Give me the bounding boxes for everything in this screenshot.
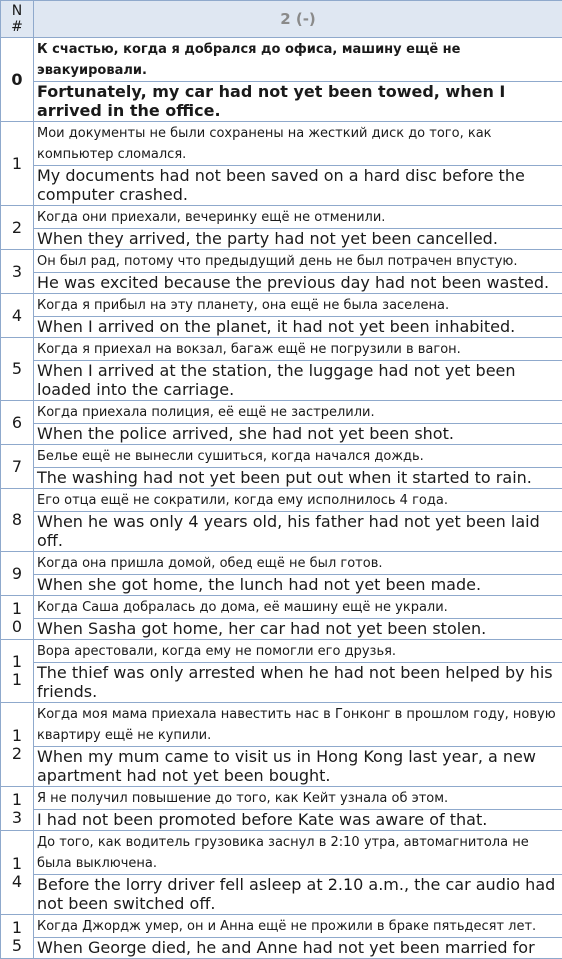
row-number: 7 — [1, 445, 34, 489]
table-row-english — [1, 229, 562, 250]
table-row-russian — [1, 703, 562, 747]
table-row-russian — [1, 38, 562, 82]
table-row-russian — [1, 831, 562, 875]
row-number: 9 — [1, 552, 34, 596]
row-number: 10 — [1, 596, 34, 640]
table-row-russian — [1, 915, 562, 938]
russian-sentence: Когда Саша добралась до дома, её машину ещё не украли. — [34, 596, 562, 619]
row-number: 14 — [1, 831, 34, 915]
table-row-english — [1, 619, 562, 640]
russian-sentence: До того, как водитель грузовика заснул в 2:10 утра, автомагнитола не была выключена. — [34, 831, 562, 875]
table-row-english — [1, 663, 562, 703]
english-sentence: When she got home, the lunch had not yet been made. — [34, 575, 562, 596]
table-row-russian — [1, 294, 562, 317]
row-number: 2 — [1, 206, 34, 250]
english-sentence: When they arrived, the party had not yet been cancelled. — [34, 229, 562, 250]
row-number: 6 — [1, 401, 34, 445]
table-row-english — [1, 575, 562, 596]
russian-sentence: Он был рад, потому что предыдущий день не был потрачен впустую. — [34, 250, 562, 273]
table-row-russian — [1, 206, 562, 229]
english-sentence: He was excited because the previous day had not been wasted. — [34, 273, 562, 294]
table-row-english — [1, 468, 562, 489]
row-number: 11 — [1, 640, 34, 703]
table-row-english — [1, 875, 562, 915]
table-row-english — [1, 82, 562, 122]
row-number: 15 — [1, 915, 34, 959]
russian-sentence: Я не получил повышение до того, как Кейт узнала об этом. — [34, 787, 562, 810]
table-row-english — [1, 747, 562, 787]
table-row-english — [1, 273, 562, 294]
english-sentence: Fortunately, my car had not yet been towed, when I arrived in the office. — [34, 82, 562, 122]
table-header-row — [1, 1, 562, 38]
table-row-russian — [1, 401, 562, 424]
exercise-column-header: 2 (-) — [34, 1, 562, 38]
table-row-russian — [1, 445, 562, 468]
row-number: 5 — [1, 338, 34, 401]
table-row-russian — [1, 787, 562, 810]
english-sentence: When Sasha got home, her car had not yet been stolen. — [34, 619, 562, 640]
russian-sentence: Мои документы не были сохранены на жесткий диск до того, как компьютер сломался. — [34, 122, 562, 166]
russian-sentence: Когда я приехал на вокзал, багаж ещё не погрузили в вагон. — [34, 338, 562, 361]
russian-sentence: Белье ещё не вынесли сушиться, когда начался дождь. — [34, 445, 562, 468]
english-sentence: When my mum came to visit us in Hong Kong last year, a new apartment had not yet been bought. — [34, 747, 562, 787]
russian-sentence: Его отца ещё не сократили, когда ему исполнилось 4 года. — [34, 489, 562, 512]
russian-sentence: Когда она пришла домой, обед ещё не был готов. — [34, 552, 562, 575]
english-sentence: I had not been promoted before Kate was aware of that. — [34, 810, 562, 831]
row-number: 4 — [1, 294, 34, 338]
table-row-russian — [1, 489, 562, 512]
russian-sentence: Когда моя мама приехала навестить нас в Гонконг в прошлом году, новую квартиру ещё не купили. — [34, 703, 562, 747]
table-row-english — [1, 166, 562, 206]
english-sentence: My documents had not been saved on a hard disc before the computer crashed. — [34, 166, 562, 206]
russian-sentence: Когда я прибыл на эту планету, она ещё не была заселена. — [34, 294, 562, 317]
number-column-header: N # — [1, 1, 34, 38]
row-number: 13 — [1, 787, 34, 831]
row-number: 8 — [1, 489, 34, 552]
russian-sentence: Когда приехала полиция, её ещё не застрелили. — [34, 401, 562, 424]
table-row-russian — [1, 552, 562, 575]
table-row-russian — [1, 250, 562, 273]
table-row-english — [1, 424, 562, 445]
english-sentence: The thief was only arrested when he had not been helped by his friends. — [34, 663, 562, 703]
russian-sentence: Вора арестовали, когда ему не помогли его друзья. — [34, 640, 562, 663]
english-sentence: When I arrived on the planet, it had not yet been inhabited. — [34, 317, 562, 338]
table-row-russian — [1, 640, 562, 663]
russian-sentence: Когда Джордж умер, он и Анна ещё не прожили в браке пятьдесят лет. — [34, 915, 562, 938]
row-number: 0 — [1, 38, 34, 122]
table-row-english — [1, 810, 562, 831]
row-number: 3 — [1, 250, 34, 294]
table-row-english — [1, 361, 562, 401]
table-row-russian — [1, 338, 562, 361]
table-row-english — [1, 317, 562, 338]
english-sentence: Before the lorry driver fell asleep at 2.10 a.m., the car audio had not been switched off. — [34, 875, 562, 915]
table-row-english — [1, 512, 562, 552]
english-sentence: When I arrived at the station, the luggage had not yet been loaded into the carriage. — [34, 361, 562, 401]
table-row-english — [1, 938, 562, 959]
english-sentence: The washing had not yet been put out when it started to rain. — [34, 468, 562, 489]
english-sentence: When the police arrived, she had not yet been shot. — [34, 424, 562, 445]
table-row-russian — [1, 122, 562, 166]
row-number: 1 — [1, 122, 34, 206]
table-row-russian — [1, 596, 562, 619]
russian-sentence: К счастью, когда я добрался до офиса, машину ещё не эвакуировали. — [34, 38, 562, 82]
english-sentence: When George died, he and Anne had not yet been married for — [34, 938, 562, 959]
row-number: 12 — [1, 703, 34, 787]
english-sentence: When he was only 4 years old, his father had not yet been laid off. — [34, 512, 562, 552]
russian-sentence: Когда они приехали, вечеринку ещё не отменили. — [34, 206, 562, 229]
